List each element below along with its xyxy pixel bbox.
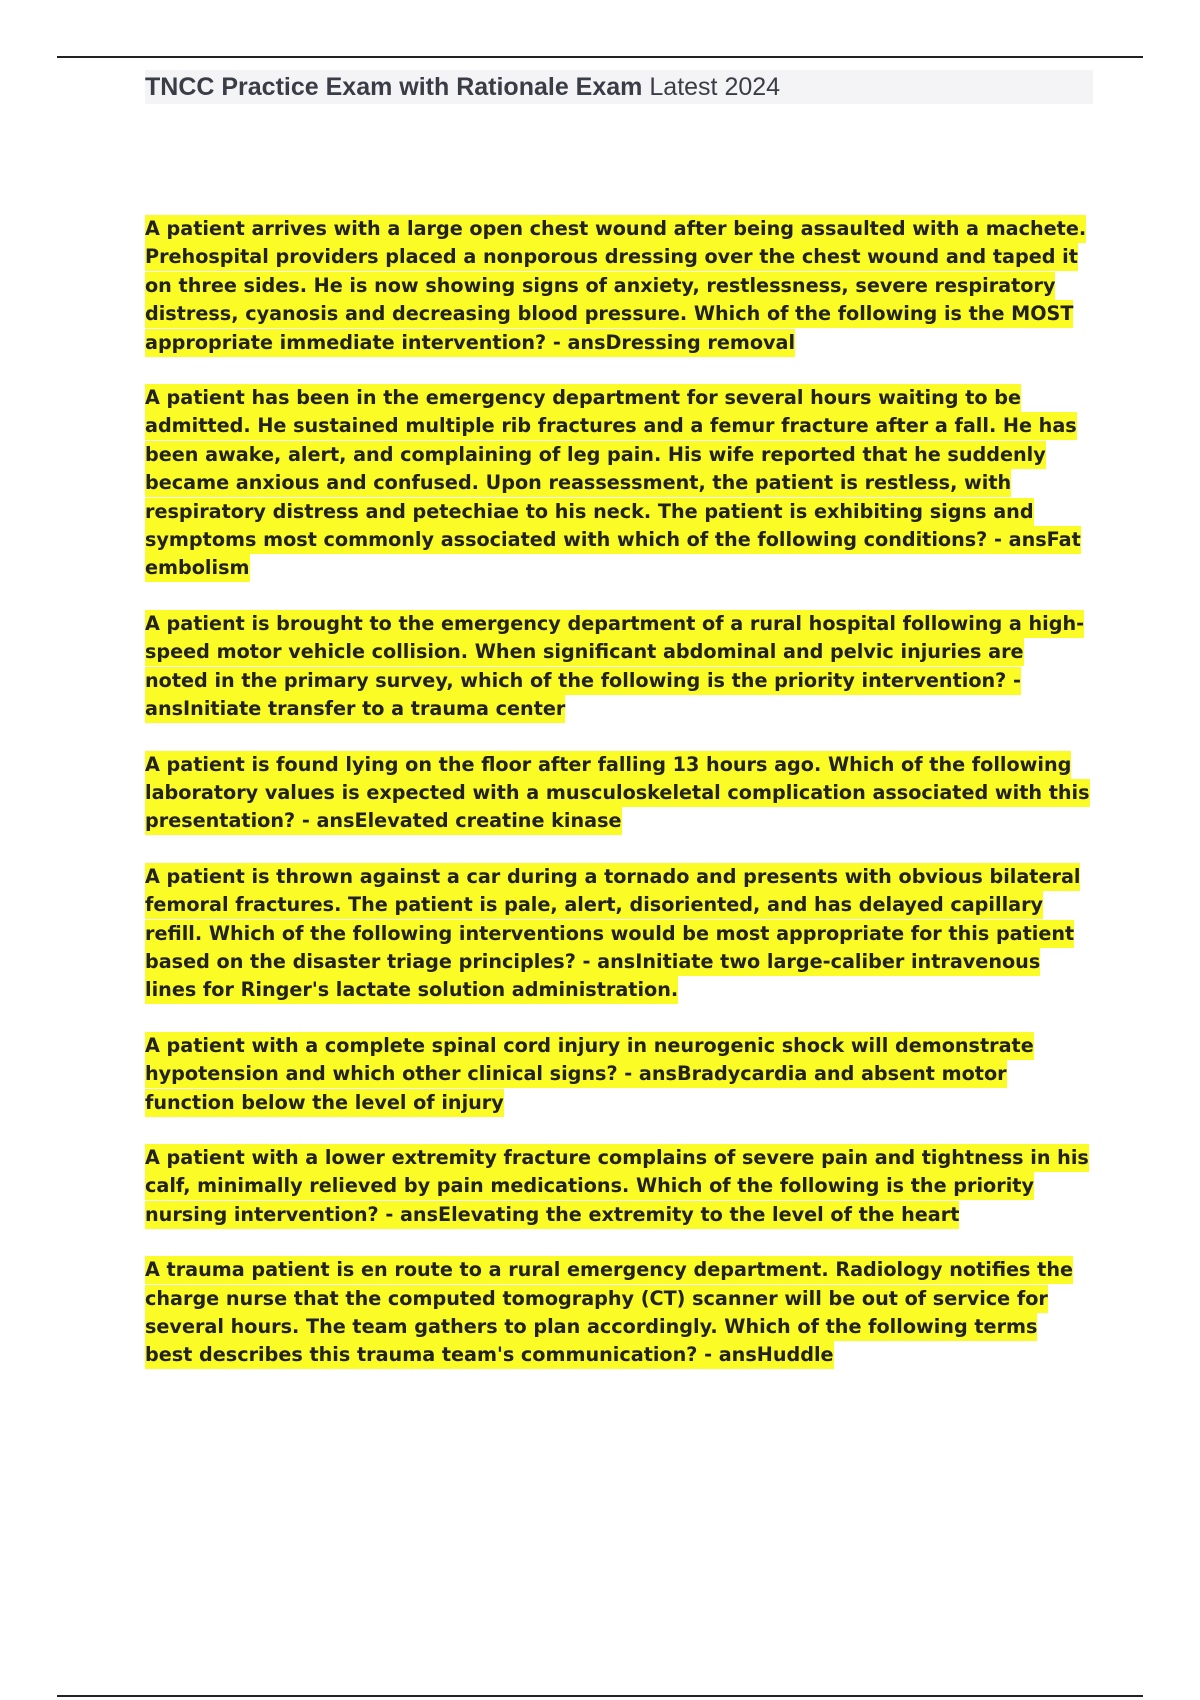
qa-item-text: A patient has been in the emergency department for several hours waiting to be admitted. He sustained multiple rib fractures and a femur fracture after a fall. He has been awake, alert, and complaining of leg pain. His wife reported that he suddenly became anxious and confused. Upon reassessment, the patient is restless, with respiratory distress and petechiae to his neck. The patient is exhibiting signs and symptoms most commonly associated with which of the following conditions? - ansFat embolism: [145, 384, 1081, 582]
qa-item-1: [145, 215, 1090, 357]
qa-item-6: [145, 1032, 1090, 1117]
qa-item-8: [145, 1256, 1090, 1370]
document-header: [145, 70, 1093, 104]
qa-item-text: A patient with a lower extremity fracture complains of severe pain and tightness in his calf, minimally relieved by pain medications. Which of the following is the priority nursing intervention? - ansElevating the extremity to the level of the heart: [145, 1144, 1089, 1229]
qa-item-3: [145, 610, 1090, 724]
qa-item-5: [145, 863, 1090, 1005]
document-title-year: Latest 2024: [649, 72, 781, 101]
qa-item-text: A patient arrives with a large open chest wound after being assaulted with a machete. Prehospital providers placed a nonporous dressing over the chest wound and taped it on three sides. He is now showing signs of anxiety, restlessness, severe respiratory distress, cyanosis and decreasing blood pressure. Which of the following is the MOST appropriate immediate intervention? - ansDressing removal: [145, 215, 1086, 357]
qa-item-text: A patient is found lying on the floor after falling 13 hours ago. Which of the following laboratory values is expected with a musculoskeletal complication associated with this presentation? - ansElevated creatine kinase: [145, 751, 1090, 836]
qa-item-text: A trauma patient is en route to a rural emergency department. Radiology notifies the charge nurse that the computed tomography (CT) scanner will be out of service for several hours. The team gathers to plan accordingly. Which of the following terms best describes this trauma team's communication? - ansHuddle: [145, 1256, 1073, 1369]
top-rule: [57, 56, 1143, 58]
qa-item-text: A patient is brought to the emergency department of a rural hospital following a high-speed motor vehicle collision. When significant abdominal and pelvic injuries are noted in the primary survey, which of the following is the priority intervention? - ansInitiate transfer to a trauma center: [145, 610, 1084, 723]
document-title: TNCC Practice Exam with Rationale Exam: [145, 72, 643, 101]
question-answer-list: [145, 215, 1090, 1397]
qa-item-4: [145, 751, 1090, 836]
qa-item-text: A patient is thrown against a car during a tornado and presents with obvious bilateral femoral fractures. The patient is pale, alert, disoriented, and has delayed capillary refill. Which of the following interventions would be most appropriate for this patient based on the disaster triage principles? - ansInitiate two large-caliber intravenous lines for Ringer's lactate solution administration.: [145, 863, 1080, 1005]
qa-item-7: [145, 1144, 1090, 1229]
qa-item-2: [145, 384, 1090, 583]
qa-item-text: A patient with a complete spinal cord injury in neurogenic shock will demonstrate hypotension and which other clinical signs? - ansBradycardia and absent motor function below the level of injury: [145, 1032, 1034, 1117]
bottom-rule: [57, 1695, 1143, 1697]
